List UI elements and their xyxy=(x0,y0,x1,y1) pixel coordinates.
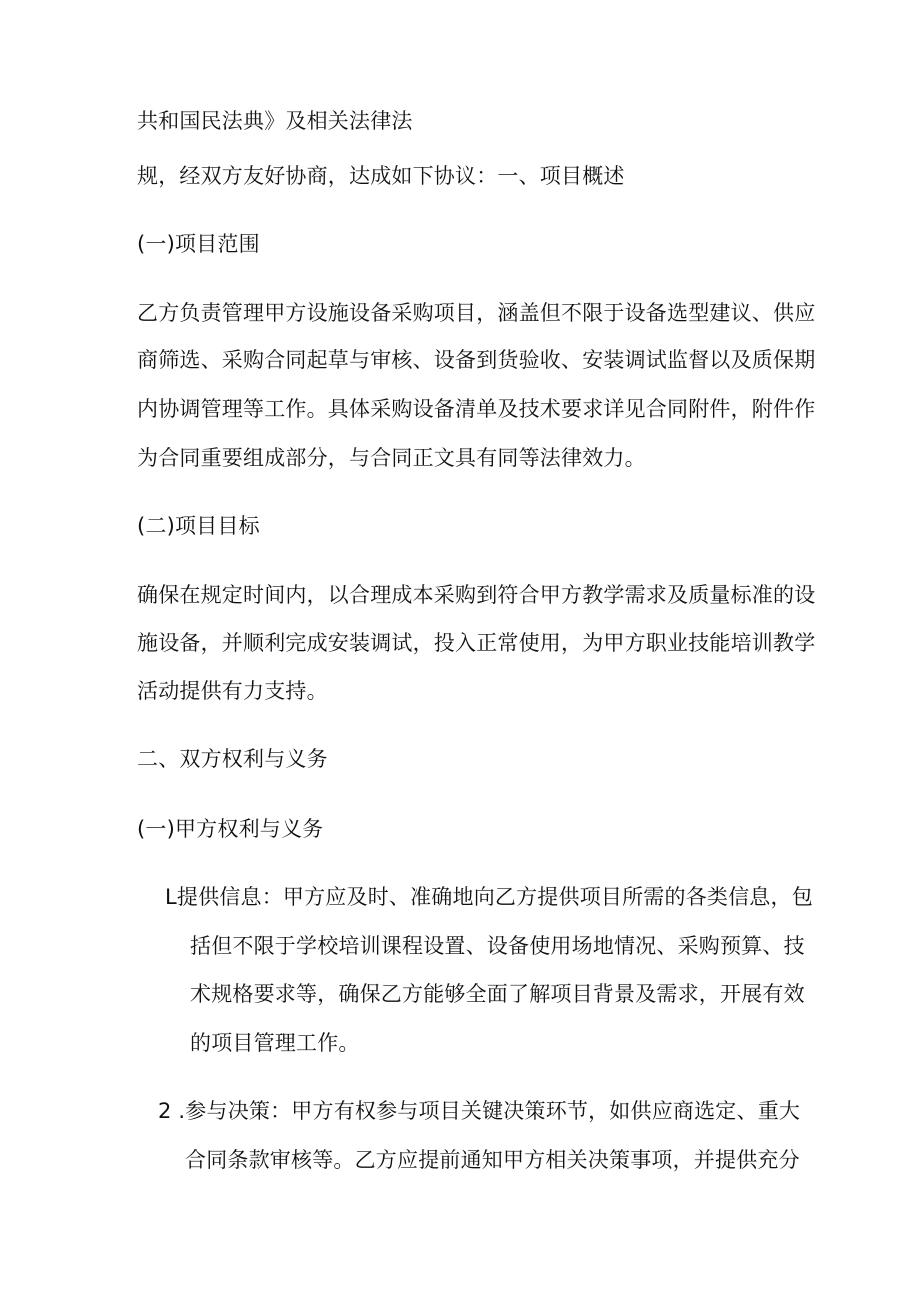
scope-line-1: 乙方负责管理甲方设施设备采购项目，涵盖但不限于设备选型建议、供应 xyxy=(137,301,816,325)
item1-line-2: 括但不限于学校培训课程设置、设备使用场地情况、采购预算、技 xyxy=(190,934,805,958)
item1-line-1: L提供信息：甲方应及时、准确地向乙方提供项目所需的各类信息，包 xyxy=(165,885,813,909)
scope-line-2: 商筛选、采购合同起草与审核、设备到货验收、安装调试监督以及质保期 xyxy=(137,348,816,372)
goal-line-3: 活动提供有力支持。 xyxy=(137,679,328,703)
item1-line-4: 的项目管理工作。 xyxy=(190,1031,360,1055)
goal-line-2: 施设备，并顺利完成安装调试，投入正常使用，为甲方职业技能培训教学 xyxy=(137,631,816,655)
goal-line-1: 确保在规定时间内，以合理成本采购到符合甲方教学需求及质量标准的设 xyxy=(137,583,816,607)
item2-line-2: 合同条款审核等。乙方应提前通知甲方相关决策事项，并提供充分 xyxy=(185,1148,800,1172)
scope-line-3: 内协调管理等工作。具体采购设备清单及技术要求详见合同附件，附件作 xyxy=(137,397,816,421)
item1-line-3: 术规格要求等，确保乙方能够全面了解项目背景及需求，开展有效 xyxy=(190,982,805,1006)
party-a-heading: (一)甲方权利与义务 xyxy=(137,817,324,841)
goal-heading: (二)项目目标 xyxy=(137,514,260,538)
scope-line-4: 为合同重要组成部分，与合同正文具有同等法律效力。 xyxy=(137,446,646,470)
item2-line-1: 2 .参与决策：甲方有权参与项目关键决策环节，如供应商选定、重大 xyxy=(158,1099,801,1123)
intro-line-1: 共和国民法典》及相关法律法 xyxy=(137,109,413,133)
intro-line-2: 规，经双方友好协商，达成如下协议：一、项目概述 xyxy=(137,164,625,188)
section2-heading: 二、双方权利与义务 xyxy=(137,747,328,771)
scope-heading: (一)项目范围 xyxy=(137,232,260,256)
